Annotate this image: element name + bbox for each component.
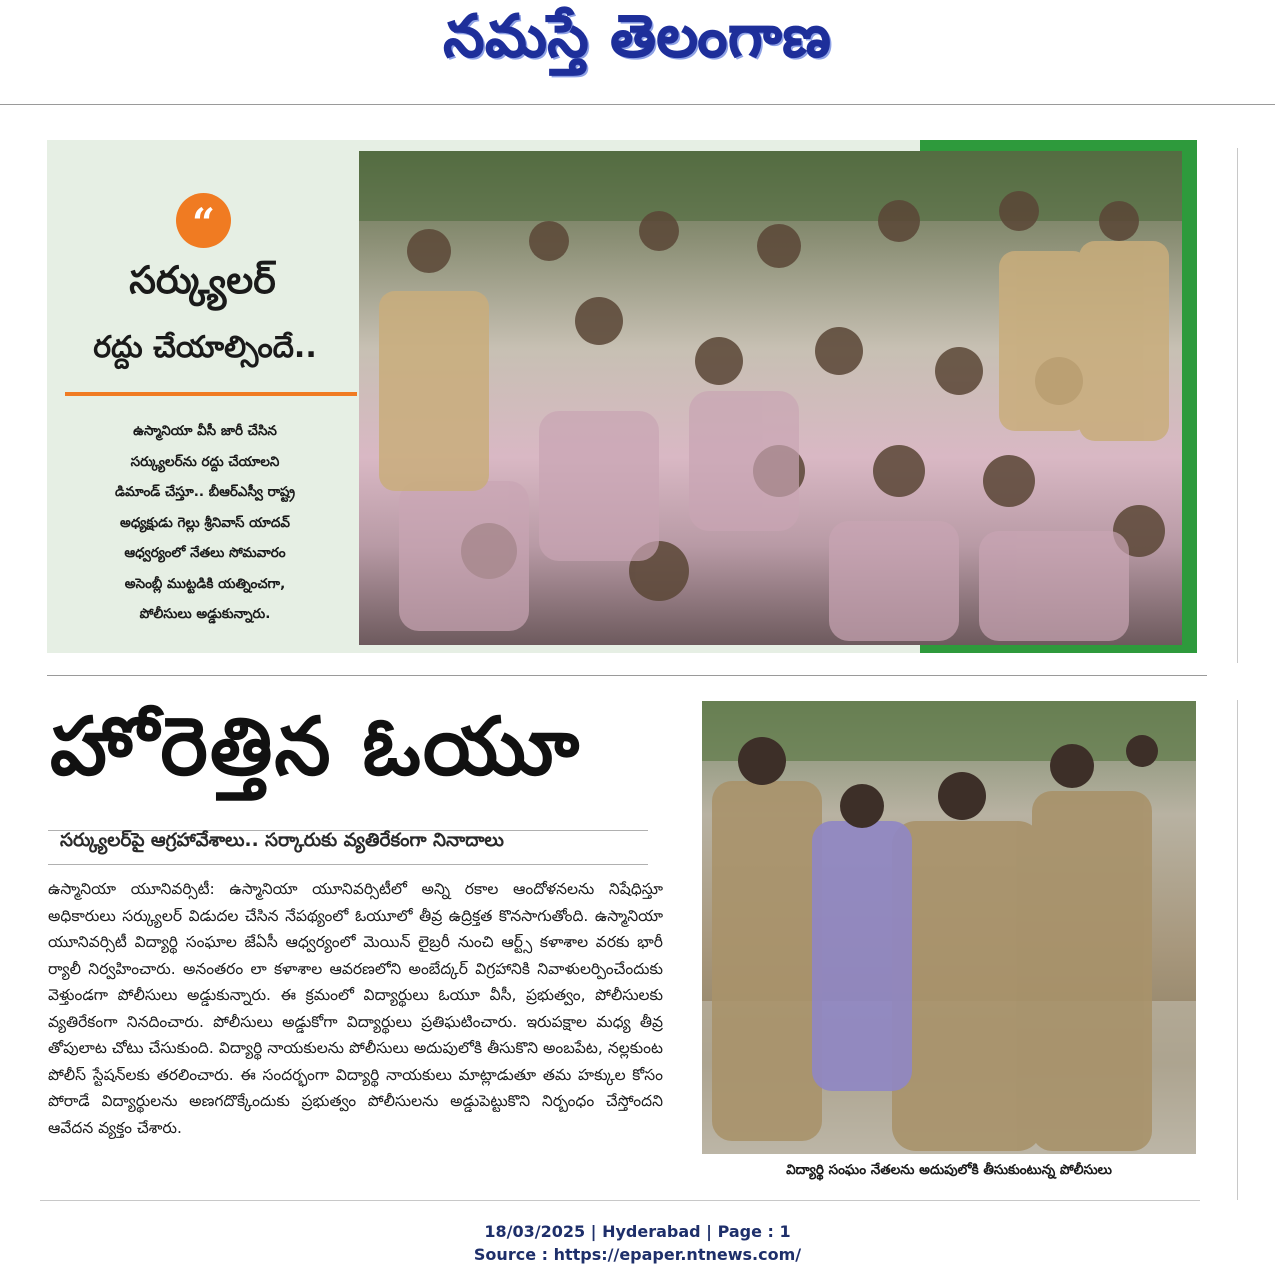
- police-detention-photo-illustration: [702, 701, 1196, 1154]
- top-story-headline-line1: సర్క్యులర్: [129, 258, 276, 302]
- protest-photo-illustration: [359, 151, 1182, 645]
- column-divider: [1237, 700, 1238, 1200]
- top-story-body-line: ఉస్మానియా వీసీ జారీ చేసిన: [133, 423, 277, 439]
- footer-date-page: 18/03/2025 | Hyderabad | Page : 1: [484, 1222, 791, 1241]
- masthead-title: నమస్తే తెలంగాణ: [443, 1, 832, 70]
- protest-photo: [359, 151, 1182, 645]
- main-article-body: ఉస్మానియా యూనివర్సిటీ: ఉస్మానియా యూనివర్సిటీలో అన్ని రకాల ఆందోళనలను నిషేధిస్తూ అధికారులు సర్క్యులర్ విడుదల చేసిన నేపథ్యంలో ఓయూలో తీవ్ర ఉద్రిక్తత కొనసాగుతోంది. ఉస్మానియా యూనివర్సిటీ విద్యార్థి సంఘాల జేఏసీ ఆధ్వర్యంలో మెయిన్ లైబ్రరీ నుంచి ఆర్ట్స్ కళాశాల వరకు భారీ ర్యాలీ నిర్వహించారు. అనంతరం లా కళాశాల ఆవరణలోని అంబేద్కర్ విగ్రహానికి నివాళులర్పించేందుకు వెళ్తుండగా పోలీసులు అడ్డుకున్నారు. ఈ క్రమంలో విద్యార్థులు ఓయూ వీసీ, ప్రభుత్వం, పోలీసులకు వ్యతిరేకంగా నినదించారు. పోలీసులు అడ్డుకోగా విద్యార్థులు ప్రతిఘటించారు. ఇరుపక్షాల మధ్య తీవ్ర తోపులాట చోటు చేసుకుంది. విద్యార్థి నాయకులను పోలీసులు అదుపులోకి తీసుకొని అంబపేట, నల్లకుంట పోలీస్ స్టేషన్‌లకు తరలించారు. ఈ సందర్భంగా విద్యార్థి నాయకులు మాట్లాడుతూ తమ హక్కుల కోసం పోరాడే విద్యార్థులను అణగదొక్కేందుకు ప్రభుత్వం పోలీసులను అడ్డుపెట్టుకొని నిర్బంధం చేస్తోందని ఆవేదన వ్యక్తం చేశారు.: [48, 880, 663, 1137]
- main-headline: హోరెత్తిన ఓయూ: [50, 700, 582, 793]
- main-subheadline: సర్క్యులర్‌పై ఆగ్రహావేశాలు.. సర్కారుకు వ్యతిరేకంగా నినాదాలు: [60, 830, 504, 851]
- masthead: [0, 0, 1275, 105]
- top-story-body: [60, 416, 350, 630]
- footer-source: Source : https://epaper.ntnews.com/: [473, 1245, 802, 1264]
- photo-caption: విద్యార్థి సంఘం నేతలను అదుపులోకి తీసుకుంటున్న పోలీసులు: [786, 1162, 1112, 1178]
- top-story-body-line: ఆధ్వర్యంలో నేతలు సోమవారం: [124, 545, 286, 561]
- top-story-body-line: అసెంబ్లీ ముట్టడికి యత్నించగా,: [124, 575, 286, 592]
- column-divider: [1237, 148, 1238, 663]
- quote-icon: “: [176, 193, 231, 248]
- headline-underline: [65, 392, 357, 396]
- section-divider: [47, 675, 1207, 676]
- footer-divider: [40, 1200, 1200, 1201]
- top-story-body-line: డిమాండ్ చేస్తూ.. బీఆర్‌ఎస్వీ రాష్ట్ర: [114, 484, 296, 500]
- police-detention-photo: [702, 701, 1196, 1154]
- top-story-body-line: సర్క్యులర్‌ను రద్దు చేయాలని: [130, 453, 280, 470]
- top-story-headline-line2: రద్దు చేయాల్సిందే..: [93, 330, 317, 365]
- top-story-body-line: అధ్యక్షుడు గెల్లు శ్రీనివాస్ యాదవ్: [120, 514, 290, 531]
- top-story-body-line: పోలీసులు అడ్డుకున్నారు.: [139, 606, 271, 622]
- subhead-rule-bottom: [48, 864, 648, 865]
